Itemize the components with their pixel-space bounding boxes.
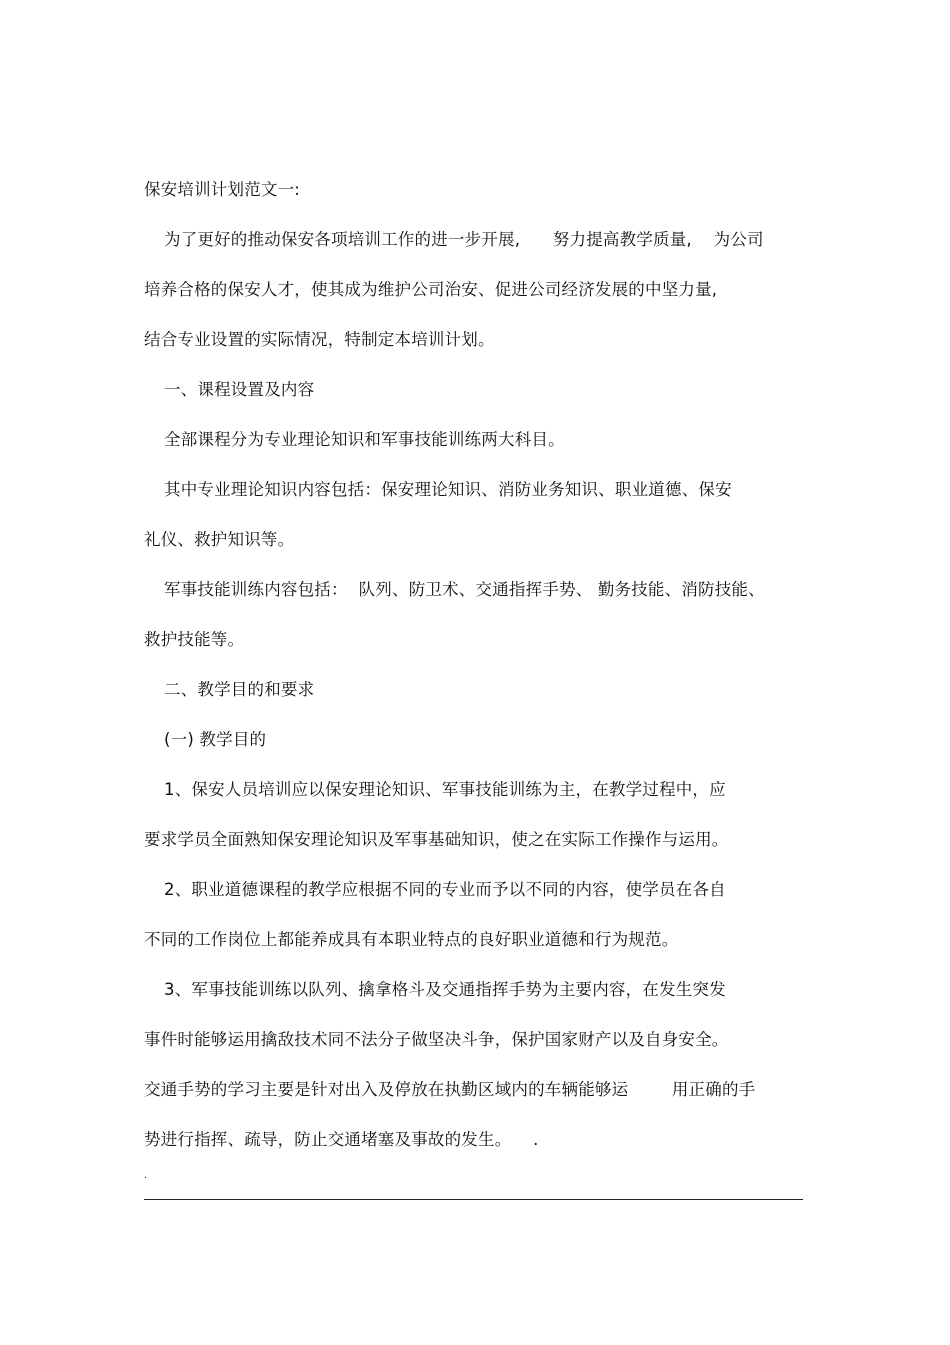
paragraph-line: 3、军事技能训练以队列、擒拿格斗及交通指挥手势为主要内容，在发生突发 [164,980,726,999]
paragraph-line: 2、职业道德课程的教学应根据不同的专业而予以不同的内容，使学员在各自 [164,880,726,899]
footer-divider [144,1199,803,1200]
paragraph-line: 救护技能等。 [144,630,245,649]
paragraph-line: 事件时能够运用擒敌技术同不法分子做坚决斗争，保护国家财产以及自身安全。 [144,1030,729,1049]
section-heading: 一、课程设置及内容 [164,380,315,399]
paragraph-line: 其中专业理论知识内容包括：保安理论知识、消防业务知识、职业道德、保安 [164,480,732,499]
document-heading: 保安培训计划范文一: [144,180,301,199]
paragraph-line: 1、保安人员培训应以保安理论知识、军事技能训练为主，在教学过程中，应 [164,780,726,799]
subsection-heading: (一) 教学目的 [164,730,267,749]
paragraph-line: 为了更好的推动保安各项培训工作的进一步开展, 努力提高教学质量, 为公司 [164,230,764,249]
paragraph-line: 礼仪、救护知识等。 [144,530,295,549]
paragraph-line: 交通手势的学习主要是针对出入及停放在执勤区域内的车辆能够运 用正确的手 [144,1080,756,1099]
paragraph-line: 培养合格的保安人才，使其成为维护公司治安、促进公司经济发展的中坚力量, [144,280,718,299]
footer-mark: . [144,1170,148,1181]
paragraph-line: 要求学员全面熟知保安理论知识及军事基础知识，使之在实际工作操作与运用。 [144,830,729,849]
paragraph-line: 结合专业设置的实际情况，特制定本培训计划。 [144,330,495,349]
paragraph-line: 全部课程分为专业理论知识和军事技能训练两大科目。 [164,430,565,449]
paragraph-line: 不同的工作岗位上都能养成具有本职业特点的良好职业道德和行为规范。 [144,930,679,949]
paragraph-line: 军事技能训练内容包括： 队列、防卫术、交通指挥手势、 勤务技能、消防技能、 [164,580,765,599]
section-heading: 二、教学目的和要求 [164,680,315,699]
paragraph-line: 势进行指挥、疏导，防止交通堵塞及事故的发生。 . [144,1130,539,1149]
